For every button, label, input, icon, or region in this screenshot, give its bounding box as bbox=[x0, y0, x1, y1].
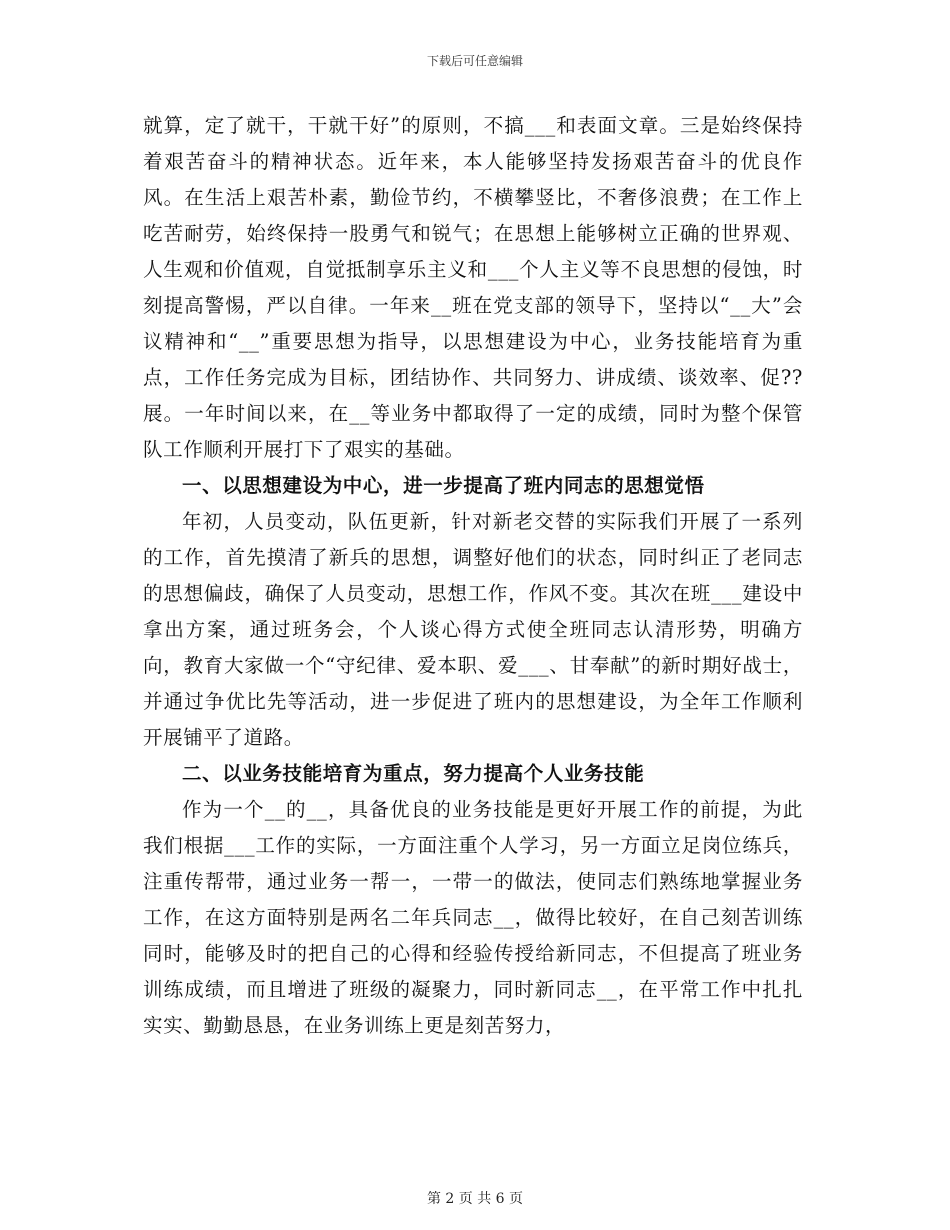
section-heading-2: 二、以业务技能培育为重点，努力提高个人业务技能 bbox=[182, 762, 645, 785]
document-body bbox=[143, 108, 803, 1044]
page-footer-number: 第 2 页 共 6 页 bbox=[426, 1191, 524, 1207]
page-header-note: 下载后可任意编辑 bbox=[426, 54, 523, 68]
section-heading-1: 一、以思想建设为中心，进一步提高了班内同志的思想觉悟 bbox=[182, 474, 705, 497]
paragraph-section-2: 作为一个__的__，具备优良的业务技能是更好开展工作的前提，为此我们根据___工作的实际，一方面注重个人学习，另一方面立足岗位练兵，注重传帮带，通过业务一帮一，一带一的做法，使同志们熟练地掌握业务工作，在这方面特别是两名二年兵同志__，做得比较好，在自己刻苦训练同时，能够及时的把自己的心得和经验传授给新同志，不但提高了班业务训练成绩，而且增进了班级的凝聚力，同时新同志__，在平常工作中扎扎实实、勤勤恳恳，在业务训练上更是刻苦努力， bbox=[143, 798, 803, 1037]
paragraph-section-1: 年初，人员变动，队伍更新，针对新老交替的实际我们开展了一系列的工作，首先摸清了新兵的思想，调整好他们的状态，同时纠正了老同志的思想偏歧，确保了人员变动，思想工作，作风不变。其次在班___建设中拿出方案，通过班务会，个人谈心得方式使全班同志认清形势，明确方向，教育大家做一个“守纪律、爱本职、爱___、甘奉献”的新时期好战士，并通过争优比先等活动，进一步促进了班内的思想建设，为全年工作顺利开展铺平了道路。 bbox=[143, 510, 803, 749]
paragraph-intro-continued: 就算，定了就干，干就干好”的原则，不搞___和表面文章。三是始终保持着艰苦奋斗的精神状态。近年来，本人能够坚持发扬艰苦奋斗的优良作风。在生活上艰苦朴素，勤俭节约，不横攀竖比，不奢侈浪费；在工作上吃苦耐劳，始终保持一股勇气和锐气；在思想上能够树立正确的世界观、人生观和价值观，自觉抵制享乐主义和___个人主义等不良思想的侵蚀，时刻提高警惕，严以自律。一年来__班在党支部的领导下，坚持以“__大”会议精神和“__”重要思想为指导，以思想建设为中心，业务技能培育为重点，工作任务完成为目标，团结协作、共同努力、讲成绩、谈效率、促??展。一年时间以来，在__等业务中都取得了一定的成绩，同时为整个保管队工作顺利开展打下了艰实的基础。 bbox=[143, 114, 803, 461]
